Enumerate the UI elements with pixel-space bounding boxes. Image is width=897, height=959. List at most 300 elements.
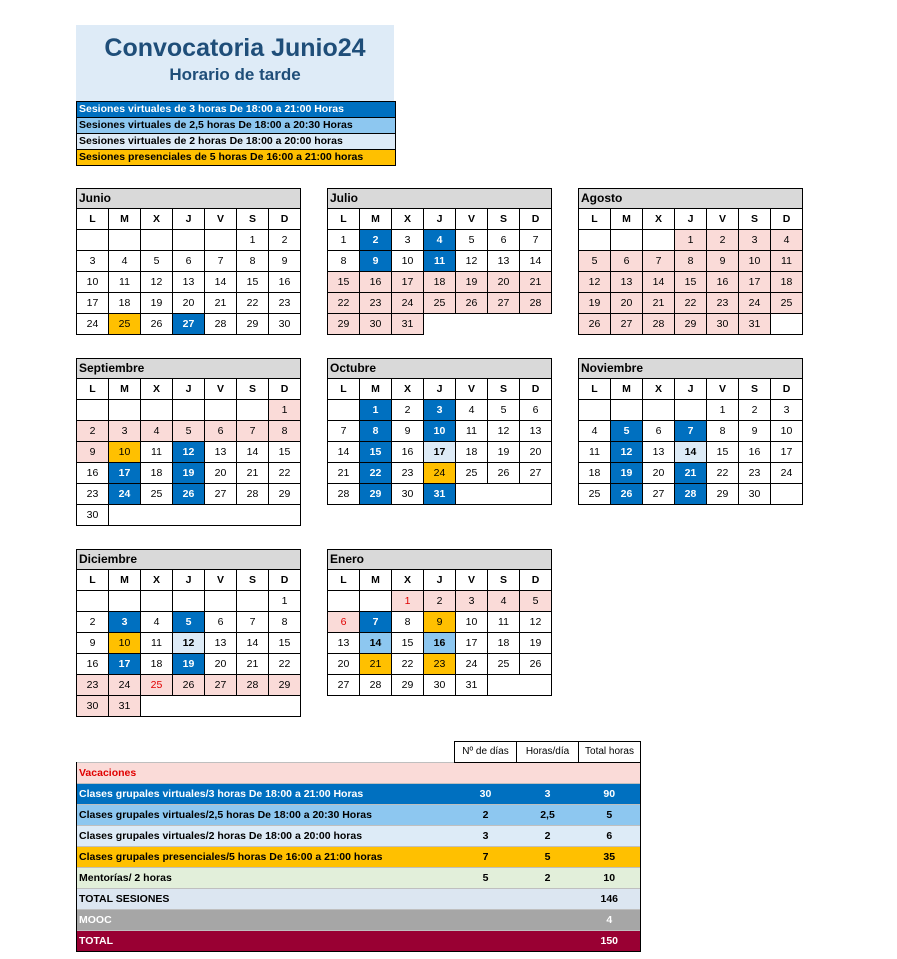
summary-row xyxy=(77,868,641,889)
empty-cell xyxy=(771,484,803,505)
day-cell: 31 xyxy=(109,696,141,717)
day-cell: 20 xyxy=(205,654,237,675)
day-cell: 6 xyxy=(611,251,643,272)
weekday-header: J xyxy=(424,209,456,230)
day-cell: 14 xyxy=(643,272,675,293)
empty-cell xyxy=(520,314,552,335)
empty-cell xyxy=(109,591,141,612)
header-horas-dia: Horas/día xyxy=(517,742,579,763)
day-cell: 22 xyxy=(237,293,269,314)
day-cell: 23 xyxy=(77,675,109,696)
day-cell: 2 xyxy=(360,230,392,251)
weekday-header: X xyxy=(141,379,173,400)
header-panel xyxy=(76,25,394,101)
weekday-header: S xyxy=(237,570,269,591)
day-cell: 11 xyxy=(424,251,456,272)
summary-label: TOTAL xyxy=(77,931,455,952)
weekday-header: S xyxy=(237,379,269,400)
day-cell: 7 xyxy=(360,612,392,633)
day-cell: 12 xyxy=(173,442,205,463)
week-row xyxy=(328,230,552,251)
day-cell: 4 xyxy=(579,421,611,442)
week-row xyxy=(579,293,803,314)
legend-item-presencial-5h: Sesiones presenciales de 5 horas De 16:00 a 21:00 horas xyxy=(77,149,395,165)
day-cell: 5 xyxy=(520,591,552,612)
weekday-header: V xyxy=(707,379,739,400)
summary-label: Mentorías/ 2 horas xyxy=(77,868,455,889)
day-cell: 7 xyxy=(643,251,675,272)
weekday-header: X xyxy=(392,570,424,591)
day-cell: 3 xyxy=(109,612,141,633)
day-cell: 20 xyxy=(328,654,360,675)
day-cell: 1 xyxy=(269,400,301,421)
summary-header-row xyxy=(77,742,641,763)
empty-cell xyxy=(456,484,552,505)
day-cell: 26 xyxy=(579,314,611,335)
day-cell: 26 xyxy=(520,654,552,675)
day-cell: 19 xyxy=(173,654,205,675)
summary-row xyxy=(77,889,641,910)
month-name: Agosto xyxy=(579,189,803,209)
weekday-header: X xyxy=(141,209,173,230)
day-cell: 27 xyxy=(643,484,675,505)
day-cell: 12 xyxy=(488,421,520,442)
week-row xyxy=(328,484,552,505)
day-cell: 26 xyxy=(456,293,488,314)
day-cell: 27 xyxy=(205,675,237,696)
day-cell: 31 xyxy=(392,314,424,335)
day-cell: 14 xyxy=(205,272,237,293)
day-cell: 6 xyxy=(643,421,675,442)
calendar-julio xyxy=(327,188,552,335)
day-cell: 13 xyxy=(520,421,552,442)
day-cell: 21 xyxy=(643,293,675,314)
day-cell: 21 xyxy=(237,463,269,484)
day-cell: 28 xyxy=(237,484,269,505)
month-name: Octubre xyxy=(328,359,552,379)
week-row xyxy=(328,612,552,633)
day-cell: 25 xyxy=(141,675,173,696)
weekday-header: S xyxy=(237,209,269,230)
day-cell: 9 xyxy=(739,421,771,442)
summary-row xyxy=(77,931,641,952)
day-cell: 24 xyxy=(392,293,424,314)
day-cell: 18 xyxy=(424,272,456,293)
day-cell: 19 xyxy=(141,293,173,314)
day-cell: 23 xyxy=(269,293,301,314)
empty-cell xyxy=(237,400,269,421)
week-row xyxy=(328,293,552,314)
day-cell: 25 xyxy=(456,463,488,484)
empty-cell xyxy=(328,400,360,421)
day-cell: 3 xyxy=(739,230,771,251)
legend-item-virtual-2-5h: Sesiones virtuales de 2,5 horas De 18:00 a 20:30 Horas xyxy=(77,117,395,133)
day-cell: 28 xyxy=(643,314,675,335)
day-cell: 17 xyxy=(739,272,771,293)
day-cell: 25 xyxy=(109,314,141,335)
weekday-header: D xyxy=(269,379,301,400)
day-cell: 21 xyxy=(360,654,392,675)
day-cell: 17 xyxy=(456,633,488,654)
summary-label: Vacaciones xyxy=(77,763,455,784)
summary-horas: 3 xyxy=(517,784,579,805)
day-cell: 10 xyxy=(424,421,456,442)
week-row xyxy=(328,654,552,675)
day-cell: 10 xyxy=(771,421,803,442)
summary-total: 90 xyxy=(579,784,641,805)
empty-cell xyxy=(77,400,109,421)
day-cell: 14 xyxy=(237,633,269,654)
day-cell: 28 xyxy=(328,484,360,505)
empty-cell xyxy=(424,314,456,335)
day-cell: 24 xyxy=(771,463,803,484)
weekday-header: L xyxy=(328,570,360,591)
day-cell: 28 xyxy=(520,293,552,314)
summary-total: 6 xyxy=(579,826,641,847)
day-cell: 8 xyxy=(392,612,424,633)
day-cell: 7 xyxy=(237,612,269,633)
day-cell: 25 xyxy=(579,484,611,505)
day-cell: 28 xyxy=(237,675,269,696)
day-cell: 19 xyxy=(611,463,643,484)
weekday-header: V xyxy=(456,379,488,400)
weekday-header: D xyxy=(520,379,552,400)
day-cell: 10 xyxy=(392,251,424,272)
empty-cell xyxy=(611,400,643,421)
day-cell: 5 xyxy=(611,421,643,442)
day-cell: 7 xyxy=(237,421,269,442)
empty-cell xyxy=(141,400,173,421)
day-cell: 15 xyxy=(237,272,269,293)
day-cell: 11 xyxy=(109,272,141,293)
summary-horas xyxy=(517,931,579,952)
day-cell: 8 xyxy=(237,251,269,272)
empty-cell xyxy=(771,314,803,335)
day-cell: 27 xyxy=(611,314,643,335)
day-cell: 6 xyxy=(205,612,237,633)
day-cell: 7 xyxy=(520,230,552,251)
day-cell: 14 xyxy=(328,442,360,463)
weekday-header: X xyxy=(392,209,424,230)
day-cell: 15 xyxy=(707,442,739,463)
week-row xyxy=(77,591,301,612)
weekday-header: V xyxy=(456,570,488,591)
weekday-header: M xyxy=(360,209,392,230)
day-cell: 16 xyxy=(392,442,424,463)
month-name: Junio xyxy=(77,189,301,209)
day-cell: 13 xyxy=(173,272,205,293)
summary-label: Clases grupales presenciales/5 horas De 16:00 a 21:00 horas xyxy=(77,847,455,868)
empty-cell xyxy=(173,400,205,421)
day-cell: 22 xyxy=(707,463,739,484)
day-cell: 7 xyxy=(328,421,360,442)
day-cell: 16 xyxy=(424,633,456,654)
day-cell: 12 xyxy=(611,442,643,463)
day-cell: 8 xyxy=(675,251,707,272)
week-row xyxy=(77,505,301,526)
weekday-header: L xyxy=(77,379,109,400)
weekday-header: J xyxy=(173,379,205,400)
summary-total: 150 xyxy=(579,931,641,952)
weekday-header: S xyxy=(488,209,520,230)
day-cell: 22 xyxy=(269,463,301,484)
weekday-header: V xyxy=(456,209,488,230)
summary-horas xyxy=(517,910,579,931)
day-cell: 9 xyxy=(424,612,456,633)
summary-dias xyxy=(455,889,517,910)
summary-total: 146 xyxy=(579,889,641,910)
weekday-header: V xyxy=(205,379,237,400)
day-cell: 9 xyxy=(269,251,301,272)
calendar-enero xyxy=(327,549,552,696)
weekday-header: M xyxy=(360,570,392,591)
day-cell: 16 xyxy=(739,442,771,463)
day-cell: 30 xyxy=(707,314,739,335)
week-row xyxy=(328,463,552,484)
day-cell: 3 xyxy=(77,251,109,272)
day-cell: 4 xyxy=(141,612,173,633)
day-cell: 13 xyxy=(205,442,237,463)
day-cell: 29 xyxy=(707,484,739,505)
empty-cell xyxy=(77,230,109,251)
day-cell: 8 xyxy=(360,421,392,442)
summary-dias: 5 xyxy=(455,868,517,889)
summary-dias xyxy=(455,910,517,931)
month-name: Enero xyxy=(328,550,552,570)
weekday-header: S xyxy=(739,379,771,400)
day-cell: 27 xyxy=(488,293,520,314)
page-subtitle: Horario de tarde xyxy=(169,65,301,84)
day-cell: 18 xyxy=(579,463,611,484)
day-cell: 3 xyxy=(424,400,456,421)
week-row xyxy=(328,400,552,421)
day-cell: 2 xyxy=(269,230,301,251)
day-cell: 1 xyxy=(675,230,707,251)
calendar-agosto xyxy=(578,188,803,335)
week-row xyxy=(328,442,552,463)
day-cell: 18 xyxy=(109,293,141,314)
day-cell: 9 xyxy=(77,442,109,463)
summary-row xyxy=(77,784,641,805)
empty-cell xyxy=(173,230,205,251)
week-row xyxy=(328,421,552,442)
empty-cell xyxy=(141,591,173,612)
day-cell: 3 xyxy=(392,230,424,251)
day-cell: 26 xyxy=(141,314,173,335)
week-row xyxy=(328,591,552,612)
day-cell: 2 xyxy=(77,612,109,633)
day-cell: 14 xyxy=(520,251,552,272)
day-cell: 22 xyxy=(328,293,360,314)
day-cell: 16 xyxy=(269,272,301,293)
empty-cell xyxy=(109,400,141,421)
empty-cell xyxy=(205,591,237,612)
weekday-header: D xyxy=(269,209,301,230)
day-cell: 13 xyxy=(488,251,520,272)
legend-item-virtual-3h: Sesiones virtuales de 3 horas De 18:00 a 21:00 Horas xyxy=(77,102,395,117)
day-cell: 19 xyxy=(488,442,520,463)
week-row xyxy=(579,484,803,505)
day-cell: 29 xyxy=(237,314,269,335)
week-row xyxy=(579,463,803,484)
day-cell: 5 xyxy=(488,400,520,421)
empty-cell xyxy=(611,230,643,251)
day-cell: 1 xyxy=(392,591,424,612)
weekday-header: M xyxy=(360,379,392,400)
day-cell: 17 xyxy=(424,442,456,463)
week-row xyxy=(579,230,803,251)
day-cell: 14 xyxy=(360,633,392,654)
day-cell: 30 xyxy=(739,484,771,505)
day-cell: 18 xyxy=(141,463,173,484)
day-cell: 30 xyxy=(360,314,392,335)
day-cell: 20 xyxy=(205,463,237,484)
week-row xyxy=(77,696,301,717)
day-cell: 9 xyxy=(707,251,739,272)
day-cell: 21 xyxy=(328,463,360,484)
weekday-header: L xyxy=(579,379,611,400)
day-cell: 21 xyxy=(205,293,237,314)
day-cell: 26 xyxy=(488,463,520,484)
day-cell: 16 xyxy=(77,654,109,675)
weekday-header: X xyxy=(141,570,173,591)
empty-cell xyxy=(579,400,611,421)
empty-cell xyxy=(579,230,611,251)
day-cell: 13 xyxy=(328,633,360,654)
week-row xyxy=(579,251,803,272)
empty-cell xyxy=(488,675,552,696)
weekday-header: M xyxy=(109,379,141,400)
summary-label: Clases grupales virtuales/3 horas De 18:00 a 21:00 Horas xyxy=(77,784,455,805)
day-cell: 8 xyxy=(269,612,301,633)
week-row xyxy=(77,442,301,463)
weekday-header: X xyxy=(643,379,675,400)
day-cell: 6 xyxy=(205,421,237,442)
weekday-header: V xyxy=(205,209,237,230)
day-cell: 17 xyxy=(771,442,803,463)
week-row xyxy=(77,463,301,484)
summary-horas: 2 xyxy=(517,826,579,847)
day-cell: 4 xyxy=(424,230,456,251)
day-cell: 21 xyxy=(520,272,552,293)
day-cell: 18 xyxy=(456,442,488,463)
day-cell: 25 xyxy=(488,654,520,675)
empty-cell xyxy=(109,505,301,526)
day-cell: 10 xyxy=(739,251,771,272)
week-row xyxy=(77,272,301,293)
month-name: Julio xyxy=(328,189,552,209)
day-cell: 30 xyxy=(392,484,424,505)
day-cell: 8 xyxy=(269,421,301,442)
weekday-header: M xyxy=(611,379,643,400)
day-cell: 31 xyxy=(456,675,488,696)
header-total-horas: Total horas xyxy=(579,742,641,763)
day-cell: 7 xyxy=(205,251,237,272)
weekday-header: D xyxy=(771,209,803,230)
day-cell: 30 xyxy=(269,314,301,335)
week-row xyxy=(77,612,301,633)
day-cell: 28 xyxy=(205,314,237,335)
day-cell: 5 xyxy=(579,251,611,272)
day-cell: 23 xyxy=(739,463,771,484)
month-name: Diciembre xyxy=(77,550,301,570)
day-cell: 27 xyxy=(328,675,360,696)
weekday-header: M xyxy=(611,209,643,230)
day-cell: 18 xyxy=(488,633,520,654)
week-row xyxy=(328,314,552,335)
day-cell: 27 xyxy=(520,463,552,484)
empty-cell xyxy=(77,591,109,612)
day-cell: 27 xyxy=(205,484,237,505)
month-name: Septiembre xyxy=(77,359,301,379)
summary-horas xyxy=(517,763,579,784)
weekday-header: J xyxy=(173,209,205,230)
day-cell: 12 xyxy=(520,612,552,633)
day-cell: 11 xyxy=(141,442,173,463)
day-cell: 29 xyxy=(269,675,301,696)
summary-horas: 2,5 xyxy=(517,805,579,826)
day-cell: 2 xyxy=(424,591,456,612)
day-cell: 19 xyxy=(520,633,552,654)
month-name: Noviembre xyxy=(579,359,803,379)
day-cell: 8 xyxy=(328,251,360,272)
weekday-header: V xyxy=(205,570,237,591)
day-cell: 15 xyxy=(675,272,707,293)
day-cell: 10 xyxy=(109,633,141,654)
day-cell: 23 xyxy=(392,463,424,484)
day-cell: 15 xyxy=(360,442,392,463)
day-cell: 24 xyxy=(77,314,109,335)
empty-cell xyxy=(328,591,360,612)
day-cell: 13 xyxy=(205,633,237,654)
legend xyxy=(76,101,396,166)
day-cell: 23 xyxy=(707,293,739,314)
day-cell: 14 xyxy=(237,442,269,463)
day-cell: 4 xyxy=(488,591,520,612)
day-cell: 27 xyxy=(173,314,205,335)
weekday-header: D xyxy=(520,209,552,230)
day-cell: 13 xyxy=(643,442,675,463)
day-cell: 4 xyxy=(109,251,141,272)
day-cell: 11 xyxy=(771,251,803,272)
day-cell: 17 xyxy=(109,654,141,675)
day-cell: 11 xyxy=(488,612,520,633)
day-cell: 11 xyxy=(579,442,611,463)
day-cell: 3 xyxy=(771,400,803,421)
day-cell: 12 xyxy=(456,251,488,272)
day-cell: 15 xyxy=(392,633,424,654)
day-cell: 30 xyxy=(77,505,109,526)
summary-horas: 2 xyxy=(517,868,579,889)
weekday-header: L xyxy=(328,209,360,230)
day-cell: 22 xyxy=(675,293,707,314)
summary-total: 10 xyxy=(579,868,641,889)
day-cell: 22 xyxy=(269,654,301,675)
day-cell: 6 xyxy=(488,230,520,251)
day-cell: 1 xyxy=(328,230,360,251)
weekday-header: V xyxy=(707,209,739,230)
day-cell: 1 xyxy=(360,400,392,421)
day-cell: 13 xyxy=(611,272,643,293)
day-cell: 5 xyxy=(173,612,205,633)
summary-total xyxy=(579,763,641,784)
calendar-octubre xyxy=(327,358,552,505)
day-cell: 3 xyxy=(456,591,488,612)
day-cell: 26 xyxy=(173,484,205,505)
weekday-header: M xyxy=(109,209,141,230)
week-row xyxy=(77,293,301,314)
weekday-header: L xyxy=(579,209,611,230)
